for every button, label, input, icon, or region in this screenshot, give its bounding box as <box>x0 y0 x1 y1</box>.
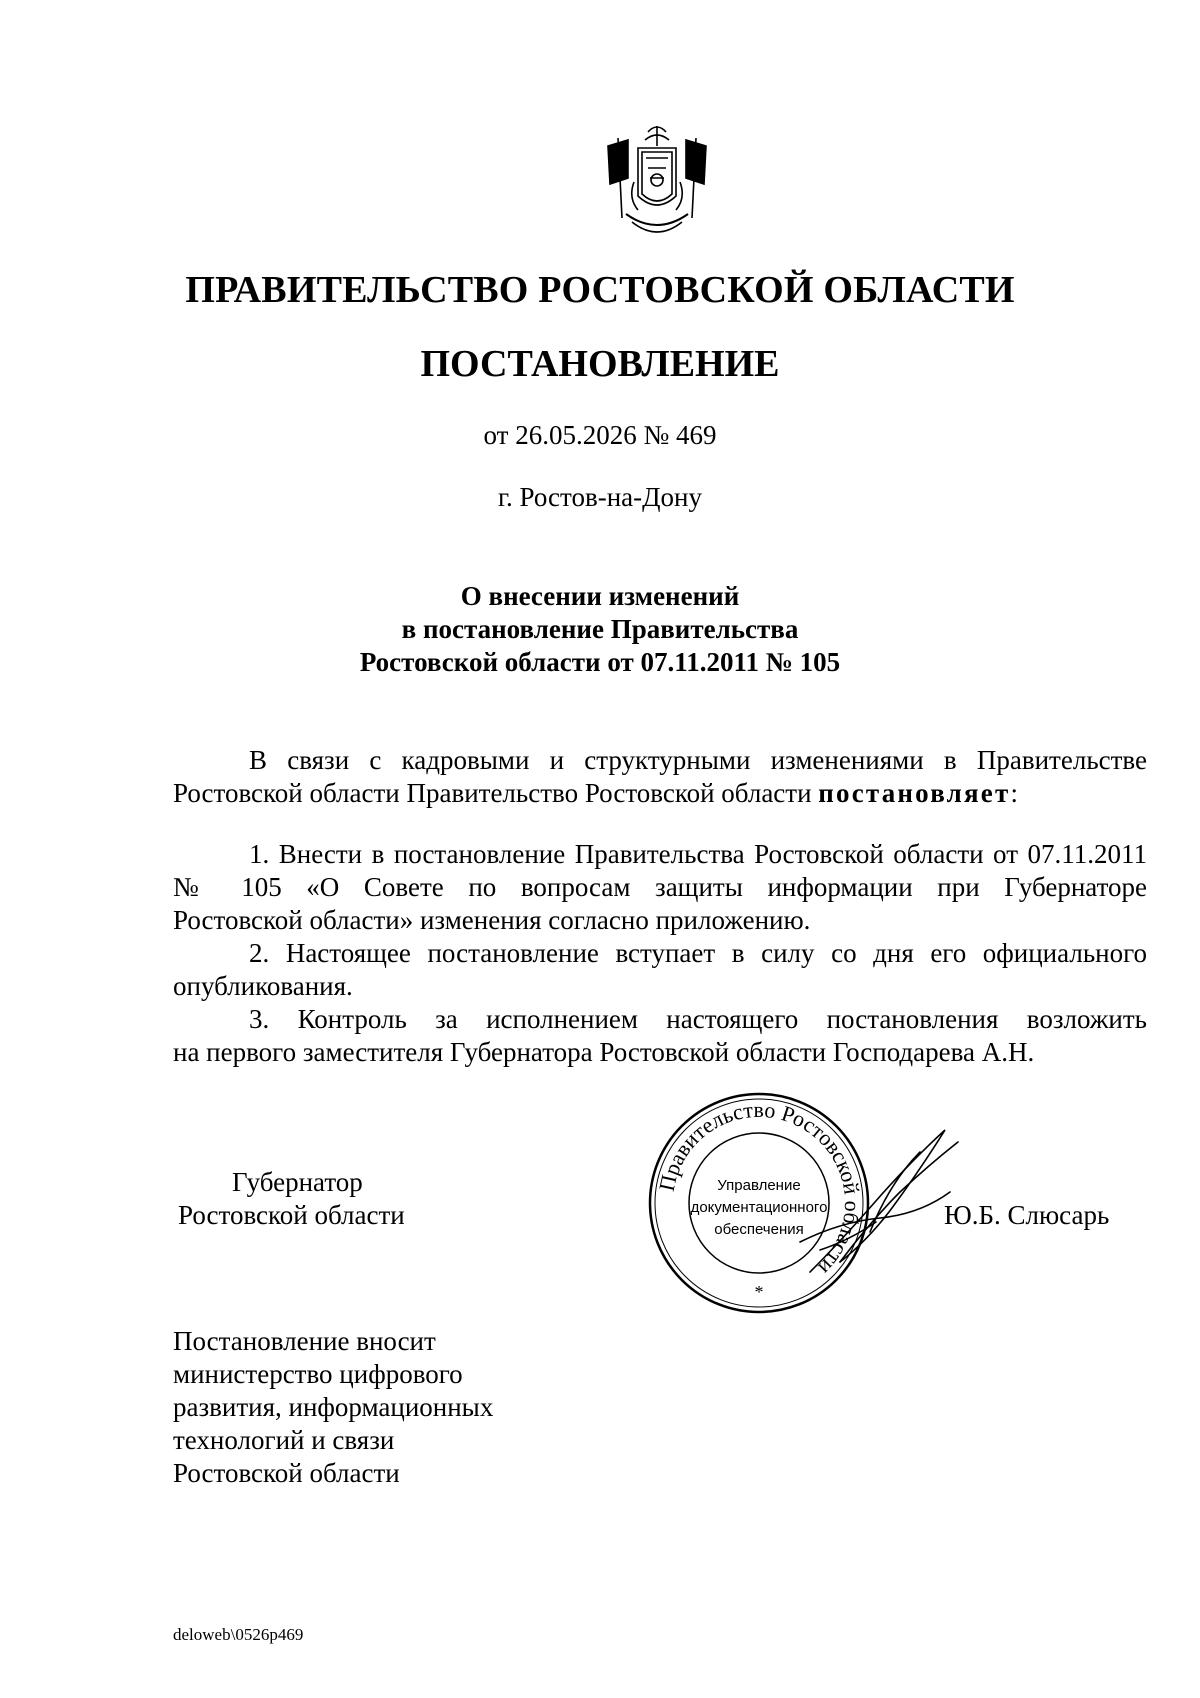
subject-line: Ростовской области от 07.11.2011 № 105 <box>359 647 841 677</box>
coat-of-arms-icon <box>598 118 716 246</box>
introducer-line: Постановление вносит <box>173 1326 436 1356</box>
signer-position-line: Губернатор <box>232 1167 363 1197</box>
subject-line: О внесении изменений <box>460 581 740 611</box>
document-type: ПОСТАНОВЛЕНИЕ <box>420 343 780 385</box>
preamble-end: : <box>1010 778 1018 808</box>
item-2-line: 2. Настоящее постановление вступает в силу со дня его официального <box>249 938 1147 968</box>
introducer-line: развития, информационных <box>173 1392 494 1422</box>
decree-keyword: постановляет <box>818 778 1011 808</box>
item-3-line: 3. Контроль за исполнением настоящего постановления возложить <box>249 1004 1147 1034</box>
introducer-block <box>173 1325 493 1490</box>
introducer-line: Ростовской области <box>173 1458 400 1488</box>
signer-position <box>178 1166 405 1232</box>
seal-center-line: обеспечения <box>714 1221 804 1238</box>
decree-items <box>173 838 1147 1069</box>
item-2-line: опубликования. <box>173 971 353 1001</box>
seal-ring-text: Правительство Ростовской области <box>653 1096 866 1281</box>
document-subject <box>0 580 1200 679</box>
introducer-line: министерство цифрового <box>173 1359 463 1389</box>
preamble-text: В связи с кадровыми и структурными изменениями в Правительстве Ростовской области Правительство Ростовской области <box>173 745 1147 808</box>
item-1-line: 1. Внести в постановление Правительства Ростовской области от 07.11.2011 <box>249 839 1147 869</box>
document-city: г. Ростов-на-Дону <box>497 482 702 512</box>
seal-star: * <box>754 1282 764 1302</box>
subject-line: в постановление Правительства <box>401 614 799 644</box>
signer-position-line: Ростовской области <box>178 1200 405 1230</box>
seal-center-line: Управление <box>717 1177 801 1194</box>
item-3-line: на первого заместителя Губернатора Ростовской области Господарева А.Н. <box>173 1037 1035 1067</box>
item-1-line: № 105 «О Совете по вопросам защиты информации при Губернаторе <box>173 872 1147 902</box>
government-title: ПРАВИТЕЛЬСТВО РОСТОВСКОЙ ОБЛАСТИ <box>185 269 1015 311</box>
document-registry-code: deloweb\0526p469 <box>173 1625 304 1644</box>
introducer-line: технологий и связи <box>173 1425 395 1455</box>
signer-name: Ю.Б. Слюсарь <box>944 1200 1110 1230</box>
document-date-number: от 26.05.2026 № 469 <box>483 420 717 450</box>
item-1-line: Ростовской области» изменения согласно приложению. <box>173 905 811 935</box>
seal-center-line: документационного <box>690 1199 828 1216</box>
preamble-paragraph <box>173 744 1147 810</box>
